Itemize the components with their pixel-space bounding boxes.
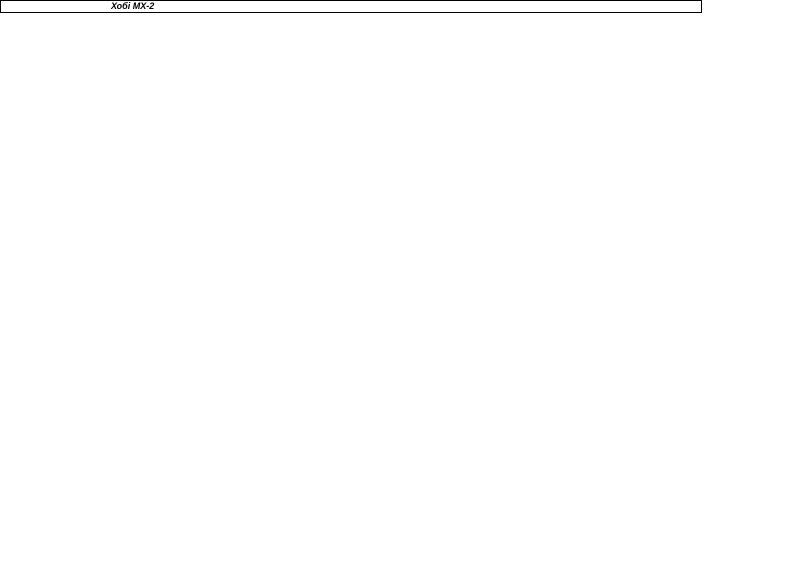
section-title: Хобі МХ-2 [1, 1, 702, 13]
results-table [0, 0, 702, 13]
section-header [1, 1, 702, 13]
